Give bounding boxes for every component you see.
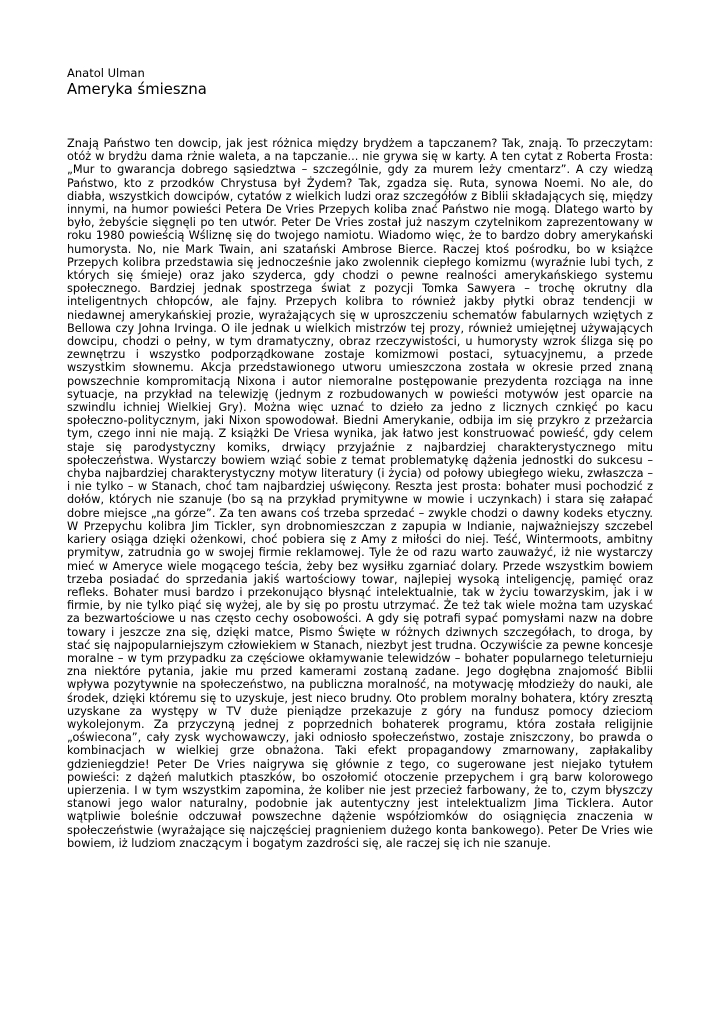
author-name: Anatol Ulman — [67, 66, 145, 80]
article-body: Znają Państwo ten dowcip, jak jest różnica między brydżem a tapczanem? Tak, znają. To przeczytam: otóż w brydżu dama rżnie waleta, a na tapczanie... nie grywa się w karty. A ten cytat z Roberta Frosta: „Mur to gwarancja dobrego sąsiedztwa – szczególnie, gdy za murem leży cmentarz”. A czy wiedzą Państwo, kto z przodków Chrystusa był Żydem? Tak, zgadza się. Ruta, synowa Noemi. No ale, do diabła, wszystkich dowcipów, cytatów z wielkich ludzi oraz szczegółów z Biblii składających się, między innymi, na humor powieści Petera De Vries Przepych koliba znać Państwo nie mogą. Dlatego warto by było, żebyście sięgnęli po ten utwór. Peter De Vries został już naszym czytelnikom zaprezentowany w roku 1980 powieścią Wśliznę się do twojego namiotu. Wiadomo więc, że to bardzo dobry amerykański humorysta. No, nie Mark Twain, ani szatański Ambrose Bierce. Raczej ktoś pośrodku, bo w książce Przepych kolibra przedstawia się jednocześnie jako zwolennik ciepłego komizmu (wyraźnie lubi tych, z których się śmieje) oraz jako szyderca, gdy chodzi o pewne realności amerykańskiego systemu społecznego. Bardziej jednak spostrzega świat z pozycji Tomka Sawyera – trochę okrutny dla inteligentnych chłopców, ale fajny. Przepych kolibra to również jakby płytki obraz tendencji w niedawnej amerykańskiej prozie, wyrażających się w uproszczeniu schematów fabularnych wziętych z Bellowa czy Johna Irvinga. O ile jednak u wielkich mistrzów tej prozy, również umiejętnej używających dowcipu, chodzi o pełny, w tym dramatyczny, obraz rzeczywistości, u humorysty wzrok ślizga się po zewnętrzu i wszystko podporządkowane zostaje komizmowi postaci, sytuacyjnemu, a przede wszystkim słownemu. Akcja przedstawionego utworu umieszczona została w okresie przed znaną powszechnie kompromitacją Nixona i autor niemoralne postępowanie prezydenta rozciąga na inne sytuacje, na przykład na telewizję (jednym z rozbudowanych w powieści motywów jest oparcie na szwindlu ichniej Wielkiej Gry). Można więc uznać to dzieło za jedno z licznych cznkięć po kacu społeczno-politycznym, jaki Nixon spowodował. Biedni Amerykanie, odbija im się przykro z przeżarcia tym, czego inni nie mają. Z książki De Vriesa wynika, jak łatwo jest konstruować powieść, gdy celem staje się parodystyczny komiks, drwiący przyjaźnie z najbardziej charakterystycznego mitu społeczeństwa. Wystarczy bowiem wziąć sobie z temat problematykę dążenia jednostki do sukcesu – chyba najbardziej charakterystyczny motyw literatury (i życia) od połowy ubiegłego wieku, zwłaszcza – i nie tylko – w Stanach, choć tam najbardziej uświęcony. Reszta jest prosta: bohater musi pochodzić z dołów, których nie szanuje (bo są na przykład prymitywne w mowie i uczynkach) i stara się załapać dobre miejsce „na górze”. Za ten awans coś trzeba sprzedać – zwykle chodzi o dawny kodeks etyczny. W Przepychu kolibra Jim Tickler, syn drobnomieszczan z zapupia w Indianie, najważniejszy szczebel kariery osiąga dzięki ożenkowi, choć pobiera się z Amy z miłości do niej. Teść, Wintermoots, ambitny prymityw, zatrudnia go w swojej firmie reklamowej. Tyle że od razu warto zauważyć, iż nie wystarczy mieć w Ameryce wiele mogącego teścia, żeby bez wysiłku zgarniać dolary. Przede wszystkim bowiem trzeba posiadać do sprzedania jakiś wartościowy towar, najlepiej wysoką inteligencję, pamięć oraz refleks. Bohater musi bardzo i przekonująco błysnąć intelektualnie, tak w życiu towarzyskim, jak i w firmie, by nie tylko piąć się wyżej, ale by się po prostu utrzymać. Że też tak wiele można tam uzyskać za bezwartościowe u nas często cechy osobowości. A gdy się potrafi sypać pomysłami nazw na dobre towary i jeszcze zna się, dzięki matce, Pismo Święte w różnych dziwnych szczegółach, to droga, by stać się najpopularniejszym człowiekiem w Stanach, niezbyt jest trudna. Oczywiście za pewne koncesje moralne – w tym przypadku za częściowe okłamywanie telewidzów – bohater popularnego teleturnieju zna niektóre pytania, jakie mu przed kamerami zostaną zadane. Jego dogłębna znajomość Biblii wpływa pozytywnie na społeczeństwo, na publiczna moralność, na motywację młodzieży do nauki, ale środek, dzięki któremu się to uzyskuje, jest nieco brudny. Oto problem moralny bohatera, który zresztą uzyskane za występy w TV duże pieniądze przekazuje z góry na fundusz pomocy dzieciom wykolejonym. Za przyczyną jednej z poprzednich bohaterek programu, która została religijnie „oświecona”, cały zysk wychowawczy, jaki odniosło społeczeństwo, zostaje zniszczony, bo prawda o kombinacjach w wielkiej grze obnażona. Taki efekt propagandowy zmarnowany, zapłakaliby gdzieniegdzie! Peter De Vries naigrywa się głównie z tego, co sugerowane jest niejako tytułem powieści: z dążeń malutkich ptaszków, bo oszołomić otoczenie przepychem i grą barw kolorowego upierzenia. I w tym wszystkim zapomina, że koliber nie jest przecież farbowany, że to, czym błyszczy stanowi jego walor naturalny, podobnie jak autentyczny jest intelektualizm Jima Ticklera. Autor wątpliwie boleśnie odczuwał powszechne dążenie współziomków do osiągnięcia znaczenia w społeczeństwie (wyrażające się najczęściej pragnieniem dużego konta bankowego). Peter De Vries wie bowiem, iż ludziom znaczącym i bogatym zazdrości się, ale raczej się ich nie szanuje. — [67, 137, 653, 850]
document-page — [67, 66, 653, 850]
document-title: Ameryka śmieszna — [67, 81, 207, 98]
